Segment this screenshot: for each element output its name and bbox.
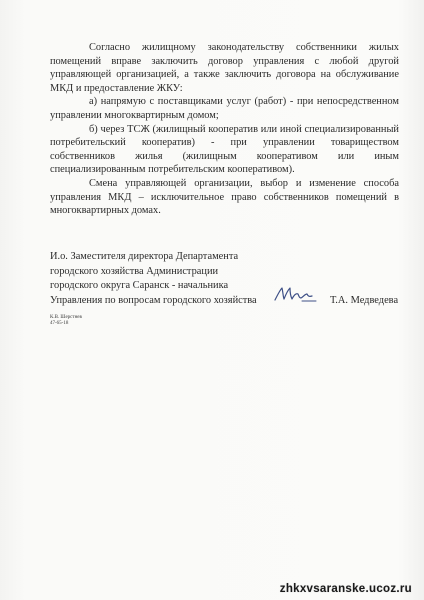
- paragraph-option-b: б) через ТСЖ (жилищный кооператив или иной специализированный потребительский кооператив) - при управлении товариществом собственников жилья (жилищным кооперативом или иным специализированным потребительским кооперативом).: [50, 123, 399, 176]
- paragraph-conclusion: Смена управляющей организации, выбор и изменение способа управления МКД – исключительное право собственников помещений в многоквартирных домах.: [50, 177, 399, 217]
- signer-position-line-1: И.о. Заместителя директора Департамента: [50, 251, 239, 262]
- signer-position-line-4-row: [50, 294, 405, 309]
- signer-position-line-2: городского хозяйства Администрации: [50, 265, 219, 277]
- signature-block: [50, 250, 405, 308]
- signer-name: Т.А. Медведева: [330, 294, 399, 306]
- executor-info: [50, 315, 82, 328]
- paragraph-intro: Согласно жилищному законодательству собственники жилых помещений вправе заключить договор управления с любой другой управляющей организацией, а также заключить договора на обслуживание МКД и предоставление ЖКУ:: [50, 42, 399, 94]
- letter-body: [50, 41, 399, 218]
- paragraph-option-a: а) напрямую с поставщиками услуг (работ) - при непосредственном управлении многоквартирным домом;: [50, 96, 399, 121]
- signer-position-line-4: Управления по вопросам городского хозяйства: [50, 294, 257, 306]
- executor-phone: 47-65-18: [50, 321, 69, 327]
- handwritten-signature: [272, 284, 318, 306]
- executor-name: К.В. Шерстнев: [50, 315, 82, 320]
- site-watermark: zhkxvsaranske.ucoz.ru: [279, 583, 412, 595]
- signer-position-line-3: городского округа Саранск - начальника: [50, 280, 229, 292]
